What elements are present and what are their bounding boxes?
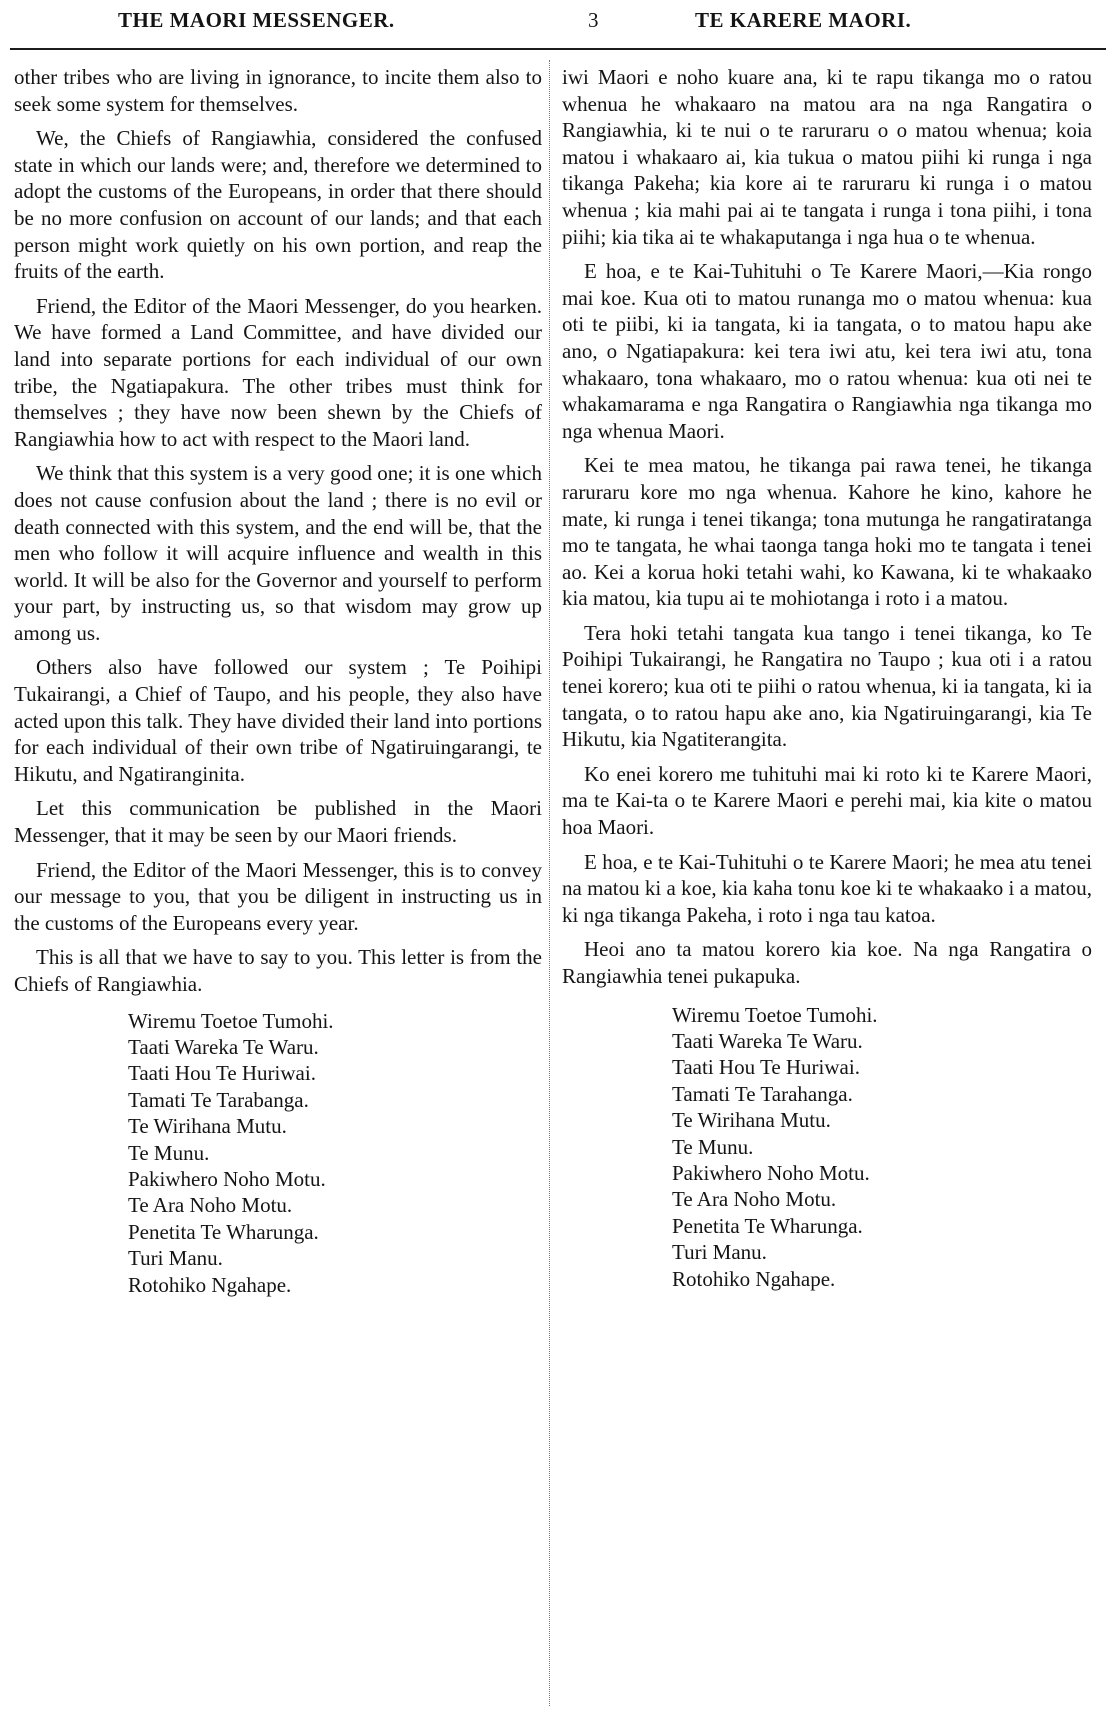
signature: Te Ara Noho Motu. (128, 1193, 293, 1218)
signature: Te Wirihana Mutu. (128, 1114, 287, 1139)
column-divider (549, 60, 550, 1706)
signature: Te Wirihana Mutu. (672, 1108, 831, 1133)
english-paragraph: We think that this system is a very good one; it is one which does not cause confusion about the land ; there is no evil or death connected with this system, and the end will be, that the men who follow it will acquire influence and wealth in this world. It will be also for the Governor and yourself to perform your part, by instructing us, so that wisdom may grow up among us. (14, 461, 542, 645)
maori-paragraph: iwi Maori e noho kuare ana, ki te rapu tikanga mo o ratou whenua he whakaaro na matou ara na nga Rangatira o Rangiawhia, ki te nui o te raruraru o o matou whenua; koia matou i whakaaro ai, kia tukua o matou piihi ki runga i nga tikanga Pakeha; kia kore ai te raruraru ki runga i o matou whenua ; kia mahi pai ai te tangata i runga i tona piihi, i tona piihi; kia tika ai te whakaputanga i nga hua o te whenua. (562, 65, 1092, 249)
page-number: 3 (588, 8, 599, 32)
english-paragraph: Friend, the Editor of the Maori Messenger, this is to convey our message to you, that you be diligent in instructing us in the customs of the Europeans every year. (14, 857, 542, 935)
maori-masthead: TE KARERE MAORI. (695, 8, 912, 32)
maori-column (562, 64, 1092, 1292)
signature: Wiremu Toetoe Tumohi. (128, 1008, 334, 1033)
signature: Te Munu. (672, 1134, 754, 1159)
signature: Tamati Te Tarabanga. (128, 1087, 309, 1112)
signature: Penetita Te Wharunga. (128, 1219, 319, 1244)
signature: Te Ara Noho Motu. (672, 1187, 837, 1212)
maori-paragraph: Tera hoki tetahi tangata kua tango i tenei tikanga, ko Te Poihipi Tukairangi, he Rangatira no Taupo ; kua oti i a ratou tenei korero; kua oti te piihi o ratou whenua, ki ia tangata, ki ia tangata, o to ratou hapu ake ano, kia Ngatiruingarangi, kia Te Hikutu, kia Ngatiterangita. (562, 620, 1092, 752)
maori-signatures (562, 1002, 1092, 1292)
signature: Tamati Te Tarahanga. (672, 1081, 853, 1106)
signature: Taati Wareka Te Waru. (672, 1029, 863, 1053)
signature: Taati Hou Te Huriwai. (672, 1055, 860, 1080)
english-paragraph: other tribes who are living in ignorance, to incite them also to seek some system for themselves. (14, 65, 542, 116)
header-rule (10, 48, 1106, 50)
signature: Penetita Te Wharunga. (672, 1213, 863, 1238)
signature: Taati Hou Te Huriwai. (128, 1061, 316, 1086)
signature: Te Munu. (128, 1140, 210, 1165)
maori-paragraph: Heoi ano ta matou korero kia koe. Na nga Rangatira o Rangiawhia tenei pukapuka. (562, 937, 1092, 988)
signature: Turi Manu. (672, 1240, 767, 1265)
maori-paragraph: E hoa, e te Kai-Tuhituhi o Te Karere Maori,—Kia rongo mai koe. Kua oti to matou runanga mo o matou whenua: kua oti te piibi, ki ia tangata, ki ia tangata, o to matou hapu ake ano, o Ngatiapakura: kei tera iwi atu, kei tera iwi atu, tona whakaaro, tona whakaaro, mo o ratou whenua: kua oti nei te whakamarama e nga Rangatira o Rangiawhia nga tikanga mo nga whenua Maori. (562, 259, 1092, 443)
signature: Turi Manu. (128, 1246, 223, 1271)
signature: Pakiwhero Noho Motu. (672, 1161, 870, 1186)
english-masthead: THE MAORI MESSENGER. (118, 8, 395, 32)
english-paragraph: This is all that we have to say to you. This letter is from the Chiefs of Rangiawhia. (14, 945, 542, 996)
page-header (0, 4, 1114, 40)
signature: Taati Wareka Te Waru. (128, 1035, 319, 1059)
english-paragraph: Let this communication be published in the Maori Messenger, that it may be seen by our Maori friends. (14, 796, 542, 848)
english-paragraph: Others also have followed our system ; Te Poihipi Tukairangi, a Chief of Taupo, and his people, they also have acted upon this talk. They have divided their land into portions for each individual of their own tribe of Ngatiruingarangi, te Hikutu, and Ngatiranginita. (14, 655, 542, 786)
signature: Wiremu Toetoe Tumohi. (672, 1002, 878, 1027)
signature: Rotohiko Ngahape. (672, 1266, 836, 1291)
maori-paragraph: Kei te mea matou, he tikanga pai rawa tenei, he tikanga raruraru kore mo nga whenua. Kahore he kino, kahore he mate, ki runga i tenei tikanga; tona mutunga he rangatiratanga mo te tangata, he whai taonga tanga hoki mo te tangata i tenei ao. Kei a korua hoki tetahi wahi, ko Kawana, ki te whakaako kia matou, kia tupu ai te mohiotanga i roto i a matou. (562, 453, 1092, 611)
maori-paragraph: Ko enei korero me tuhituhi mai ki roto ki te Karere Maori, ma te Kai-ta o te Karere Maori e perehi mai, kia kite o matou hoa Maori. (562, 761, 1092, 840)
english-signatures (14, 1008, 542, 1298)
english-paragraph: Friend, the Editor of the Maori Messenger, do you hearken. We have formed a Land Committee, and have divided our land into separate portions for each individual of our own tribe, the Ngatiapakura. The other tribes must think for themselves ; they have now been shewn by the Chiefs of Rangiawhia how to act with respect to the Maori land. (14, 293, 542, 451)
maori-paragraph: E hoa, e te Kai-Tuhituhi o te Karere Maori; he mea atu tenei na matou ki a koe, kia kaha tonu koe ki te whakaako i a matou, ki nga tikanga Pakeha, i roto i nga tau katoa. (562, 849, 1092, 927)
signature: Rotohiko Ngahape. (128, 1272, 292, 1297)
english-paragraph: We, the Chiefs of Rangiawhia, considered the confused state in which our lands were; and, therefore we determined to adopt the customs of the Europeans, in order that there should be no more confusion on account of our lands; and that each person might work quietly on his own portion, and reap the fruits of the earth. (14, 126, 542, 284)
signature: Pakiwhero Noho Motu. (128, 1167, 326, 1192)
english-column (14, 64, 542, 1298)
